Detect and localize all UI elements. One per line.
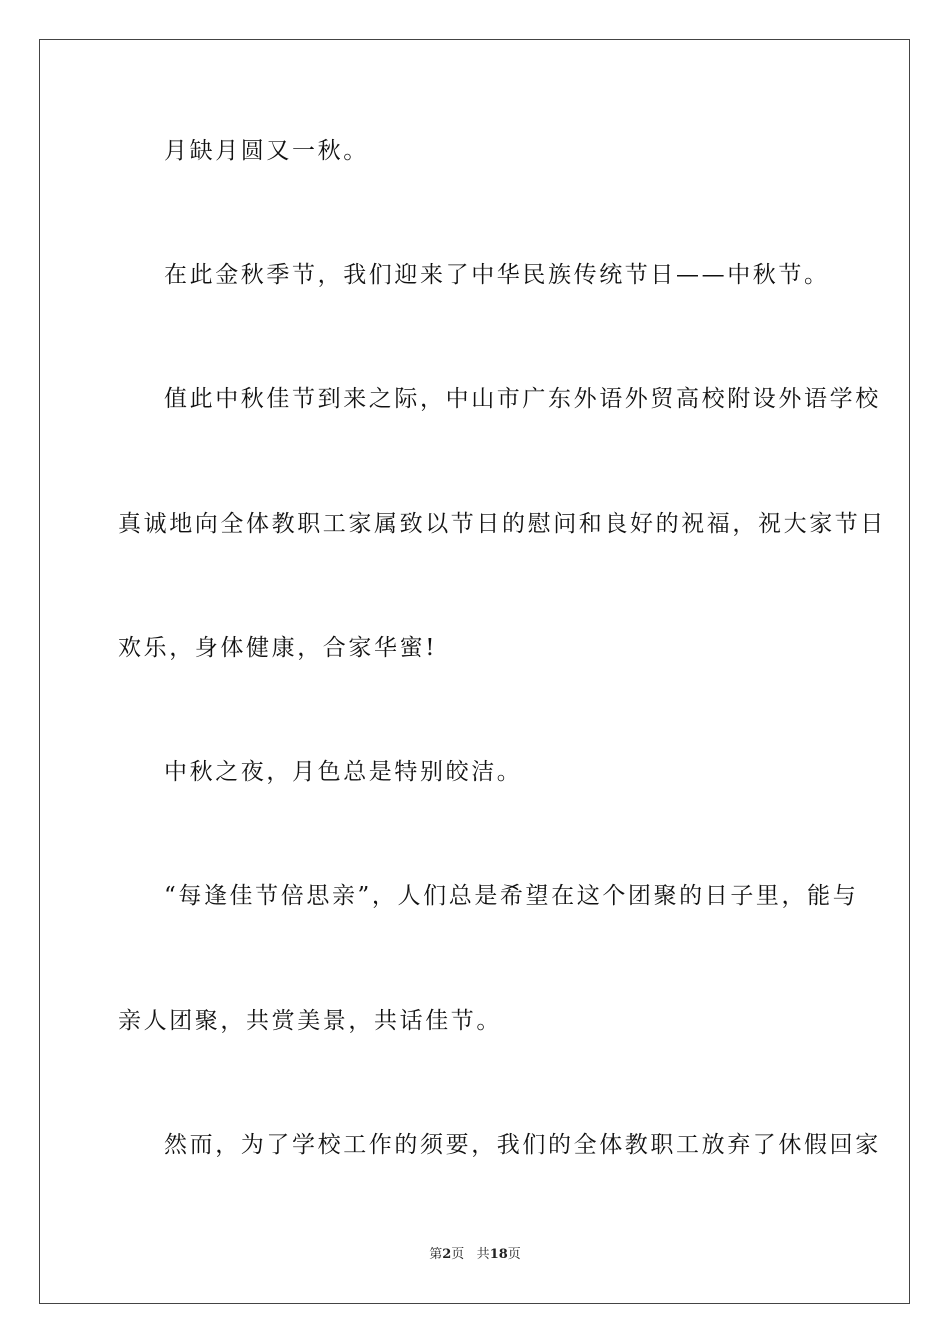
paragraph-line-7: “每逢佳节倍思亲”，人们总是希望在这个团聚的日子里，能与 [164,883,859,909]
total-prefix: 共 [476,1247,490,1262]
page-prefix: 第 [429,1247,443,1262]
total-suffix: 页 [507,1247,521,1262]
paragraph-line-6: 中秋之夜，月色总是特别皎洁。 [164,759,523,785]
page-footer [0,1246,950,1264]
paragraph-line-8: 亲人团聚，共赏美景，共话佳节。 [118,1008,502,1034]
paragraph-line-4: 真诚地向全体教职工家属致以节日的慰问和良好的祝福，祝大家节日 [118,511,886,537]
page-suffix: 页 [451,1247,465,1262]
paragraph-line-9: 然而，为了学校工作的须要，我们的全体教职工放弃了休假回家 [164,1132,881,1158]
paragraph-line-3: 值此中秋佳节到来之际，中山市广东外语外贸高校附设外语学校 [164,386,881,412]
page-number: 2 [442,1247,452,1262]
page-border [39,39,910,1304]
total-pages: 18 [489,1247,508,1262]
paragraph-line-1: 月缺月圆又一秋。 [164,138,369,164]
paragraph-line-5: 欢乐，身体健康，合家华蜜! [118,635,438,661]
paragraph-line-2: 在此金秋季节，我们迎来了中华民族传统节日——中秋节。 [164,262,830,288]
